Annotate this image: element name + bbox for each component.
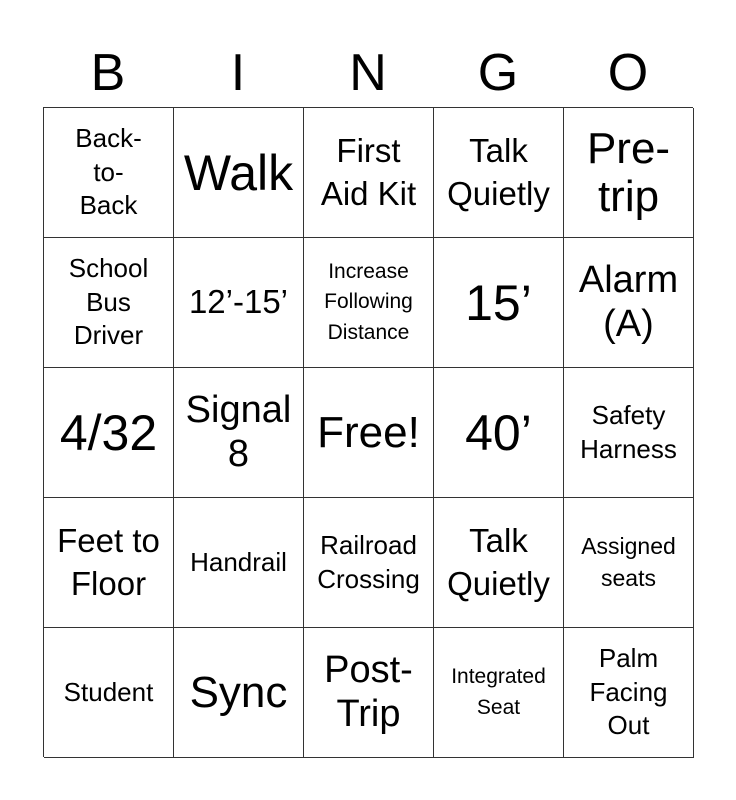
- bingo-cell[interactable]: [304, 108, 434, 238]
- bingo-cell[interactable]: [44, 108, 174, 238]
- bingo-cell[interactable]: [304, 498, 434, 628]
- bingo-cell[interactable]: [44, 368, 174, 498]
- cell-text: Talk Quietly: [447, 521, 550, 602]
- bingo-cell[interactable]: [174, 368, 304, 498]
- bingo-cell[interactable]: [434, 368, 564, 498]
- cell-text: School Bus Driver: [68, 252, 149, 351]
- cell-text: Alarm (A): [578, 258, 679, 345]
- header-letter-n: N: [349, 44, 387, 102]
- cell-text: Palm Facing Out: [589, 642, 668, 741]
- bingo-cell free-space[interactable]: [304, 368, 434, 498]
- bingo-cell[interactable]: [434, 498, 564, 628]
- bingo-cell[interactable]: [564, 498, 694, 628]
- cell-text: Walk: [183, 144, 294, 201]
- cell-text: Pre- trip: [586, 123, 671, 221]
- bingo-cell[interactable]: [434, 628, 564, 758]
- cell-text: Railroad Crossing: [317, 529, 420, 594]
- bingo-cell[interactable]: [44, 628, 174, 758]
- cell-text: Student: [63, 676, 154, 707]
- cell-text: 4/32: [59, 404, 158, 461]
- cell-text: 15’: [465, 274, 532, 331]
- cell-text: Increase Following Distance: [324, 259, 413, 344]
- cell-text: Talk Quietly: [447, 131, 550, 212]
- bingo-cell[interactable]: [174, 238, 304, 368]
- bingo-cell[interactable]: [564, 108, 694, 238]
- header-letter-g: G: [477, 44, 519, 102]
- header-letter-o: O: [607, 44, 649, 102]
- cell-text: Feet to Floor: [57, 521, 160, 602]
- bingo-cell[interactable]: [564, 238, 694, 368]
- bingo-cell[interactable]: [174, 498, 304, 628]
- cell-text: Safety Harness: [580, 399, 677, 464]
- cell-text: Sync: [189, 667, 288, 717]
- cell-text: 12’-15’: [188, 283, 289, 321]
- cell-text: 40’: [465, 404, 532, 461]
- bingo-cell[interactable]: [564, 368, 694, 498]
- bingo-cell[interactable]: [564, 628, 694, 758]
- header-letter-b: B: [90, 44, 126, 102]
- cell-text: Signal 8: [185, 388, 292, 475]
- bingo-cell[interactable]: [304, 628, 434, 758]
- cell-text: Free!: [317, 407, 420, 457]
- bingo-card-grid: [43, 107, 693, 757]
- cell-text: Assigned seats: [581, 533, 676, 591]
- bingo-cell[interactable]: [44, 498, 174, 628]
- bingo-cell[interactable]: [304, 238, 434, 368]
- cell-text: First Aid Kit: [320, 131, 417, 212]
- cell-text: Back- to- Back: [75, 122, 142, 221]
- bingo-cell[interactable]: [174, 628, 304, 758]
- bingo-cell[interactable]: [174, 108, 304, 238]
- header-letter-i: I: [230, 44, 246, 102]
- bingo-cell[interactable]: [434, 108, 564, 238]
- bingo-header: [43, 38, 693, 108]
- cell-text: Integrated Seat: [451, 665, 546, 719]
- bingo-cell[interactable]: [434, 238, 564, 368]
- cell-text: Handrail: [190, 546, 287, 577]
- bingo-cell[interactable]: [44, 238, 174, 368]
- cell-text: Post- Trip: [324, 648, 413, 735]
